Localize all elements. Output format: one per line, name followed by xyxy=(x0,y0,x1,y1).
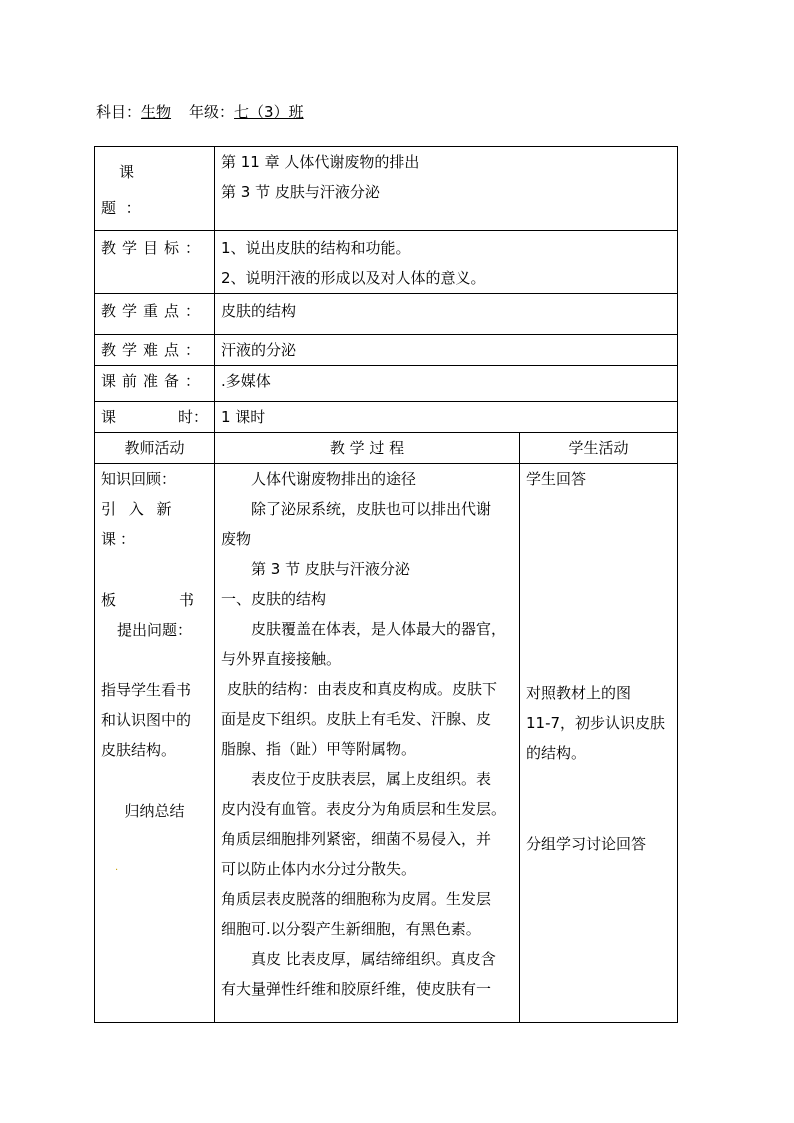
subject-label: 科目： xyxy=(96,103,142,121)
row-objectives xyxy=(95,231,678,294)
label-topic-part3: ： xyxy=(125,199,141,217)
label-hours xyxy=(95,402,215,433)
objective-2: 2、说明汗液的形成以及对人体的意义。 xyxy=(221,269,486,287)
process-line: 除了泌尿系统，皮肤也可以排出代谢 xyxy=(251,500,492,518)
process-line: 一、皮肤的结构 xyxy=(221,590,327,608)
process-line: 细胞可.以分裂产生新细胞，有黑色素。 xyxy=(221,920,481,938)
process-line: 皮肤的结构：由表皮和真皮构成。皮肤下 xyxy=(227,680,498,698)
label-objectives: 教学目标： xyxy=(95,231,215,294)
teacher-review: 知识回顾： xyxy=(101,470,177,488)
label-topic-part2: 题 xyxy=(101,199,117,217)
student-group: 分组学习讨论回答 xyxy=(526,834,647,853)
label-key-point: 教学重点： xyxy=(95,294,215,335)
student-compare-2: 11-7，初步认识皮肤 xyxy=(526,713,666,732)
topic-chapter: 第 11 章 人体代谢废物的排出 xyxy=(221,153,420,171)
lesson-plan-table xyxy=(94,146,678,1023)
process-line: 废物 xyxy=(221,530,252,548)
topic-value xyxy=(215,147,678,231)
objectives-value xyxy=(215,231,678,294)
hours-value: 1 课时 xyxy=(215,402,678,433)
teacher-guide-2: 和认识图中的 xyxy=(101,711,192,730)
process-line: 脂腺、指（趾）甲等附属物。 xyxy=(221,740,417,758)
process-line: 人体代谢废物排出的途径 xyxy=(251,470,417,488)
student-answer: 学生回答 xyxy=(526,470,587,488)
row-key-point xyxy=(95,294,678,335)
teacher-board-left: 板 xyxy=(101,590,117,609)
col-student-activity: 学生活动 xyxy=(520,433,678,464)
row-topic xyxy=(95,147,678,231)
teacher-question: 提出问题： xyxy=(116,620,192,639)
process-line: 角质层表皮脱落的细胞称为皮屑。生发层 xyxy=(221,890,492,908)
process-line: 面是皮下组织。皮肤上有毛发、汗腺、皮 xyxy=(221,710,492,728)
teacher-board-right: 书 xyxy=(178,590,194,609)
process-line: 表皮位于皮肤表层，属上皮组织。表 xyxy=(251,770,492,788)
label-hours-left: 课 xyxy=(101,408,117,426)
col-teacher-activity: 教师活动 xyxy=(95,433,215,464)
process-line: 与外界直接接触。 xyxy=(221,650,342,668)
grade-label: 年级： xyxy=(189,103,235,121)
teacher-summary: 归纳总结 xyxy=(124,801,185,820)
preparation-value: .多媒体 xyxy=(215,366,678,402)
difficulty-value: 汗液的分泌 xyxy=(215,335,678,366)
student-compare-1: 对照教材上的图 xyxy=(526,683,632,702)
row-difficulty xyxy=(95,335,678,366)
process-line: 皮内没有血管。表皮分为角质层和生发层。 xyxy=(221,800,507,818)
process-line: 可以防止体内水分过分散失。 xyxy=(221,860,417,878)
label-topic xyxy=(95,147,215,231)
label-hours-right: 时： xyxy=(177,408,208,426)
process-line: 有大量弹性纤维和胶原纤维，使皮肤有一 xyxy=(221,980,492,998)
objective-1: 1、说出皮肤的结构和功能。 xyxy=(221,239,411,257)
label-difficulty: 教学难点： xyxy=(95,335,215,366)
student-compare-3: 的结构。 xyxy=(526,743,587,762)
topic-section: 第 3 节 皮肤与汗液分泌 xyxy=(221,183,380,201)
process-line: 皮肤覆盖在体表，是人体最大的器官， xyxy=(251,620,507,638)
row-column-headers xyxy=(95,433,678,464)
teaching-process-cell xyxy=(215,464,520,1023)
teacher-guide-3: 皮肤结构。 xyxy=(101,741,177,760)
process-line: 真皮 比表皮厚，属结缔组织。真皮含 xyxy=(251,950,496,968)
label-preparation: 课前准备： xyxy=(95,366,215,402)
teacher-guide-1: 指导学生看书 xyxy=(101,681,192,700)
row-process-body xyxy=(95,464,678,1023)
process-line: 第 3 节 皮肤与汗液分泌 xyxy=(251,560,410,578)
key-point-value: 皮肤的结构 xyxy=(215,294,678,335)
grade-value: 七（3）班 xyxy=(234,103,304,121)
label-topic-part1: 课 xyxy=(119,163,135,181)
header-line xyxy=(96,102,318,122)
teacher-activity-cell xyxy=(95,464,215,1023)
process-line: 角质层细胞排列紧密，细菌不易侵入，并 xyxy=(221,830,492,848)
subject-value: 生物 xyxy=(141,103,172,121)
student-activity-cell xyxy=(520,464,678,1023)
teacher-intro: 引 入 新 课： xyxy=(101,500,176,548)
teacher-dot: · xyxy=(115,865,119,877)
row-hours xyxy=(95,402,678,433)
row-preparation xyxy=(95,366,678,402)
col-teaching-process: 教 学 过 程 xyxy=(215,433,520,464)
